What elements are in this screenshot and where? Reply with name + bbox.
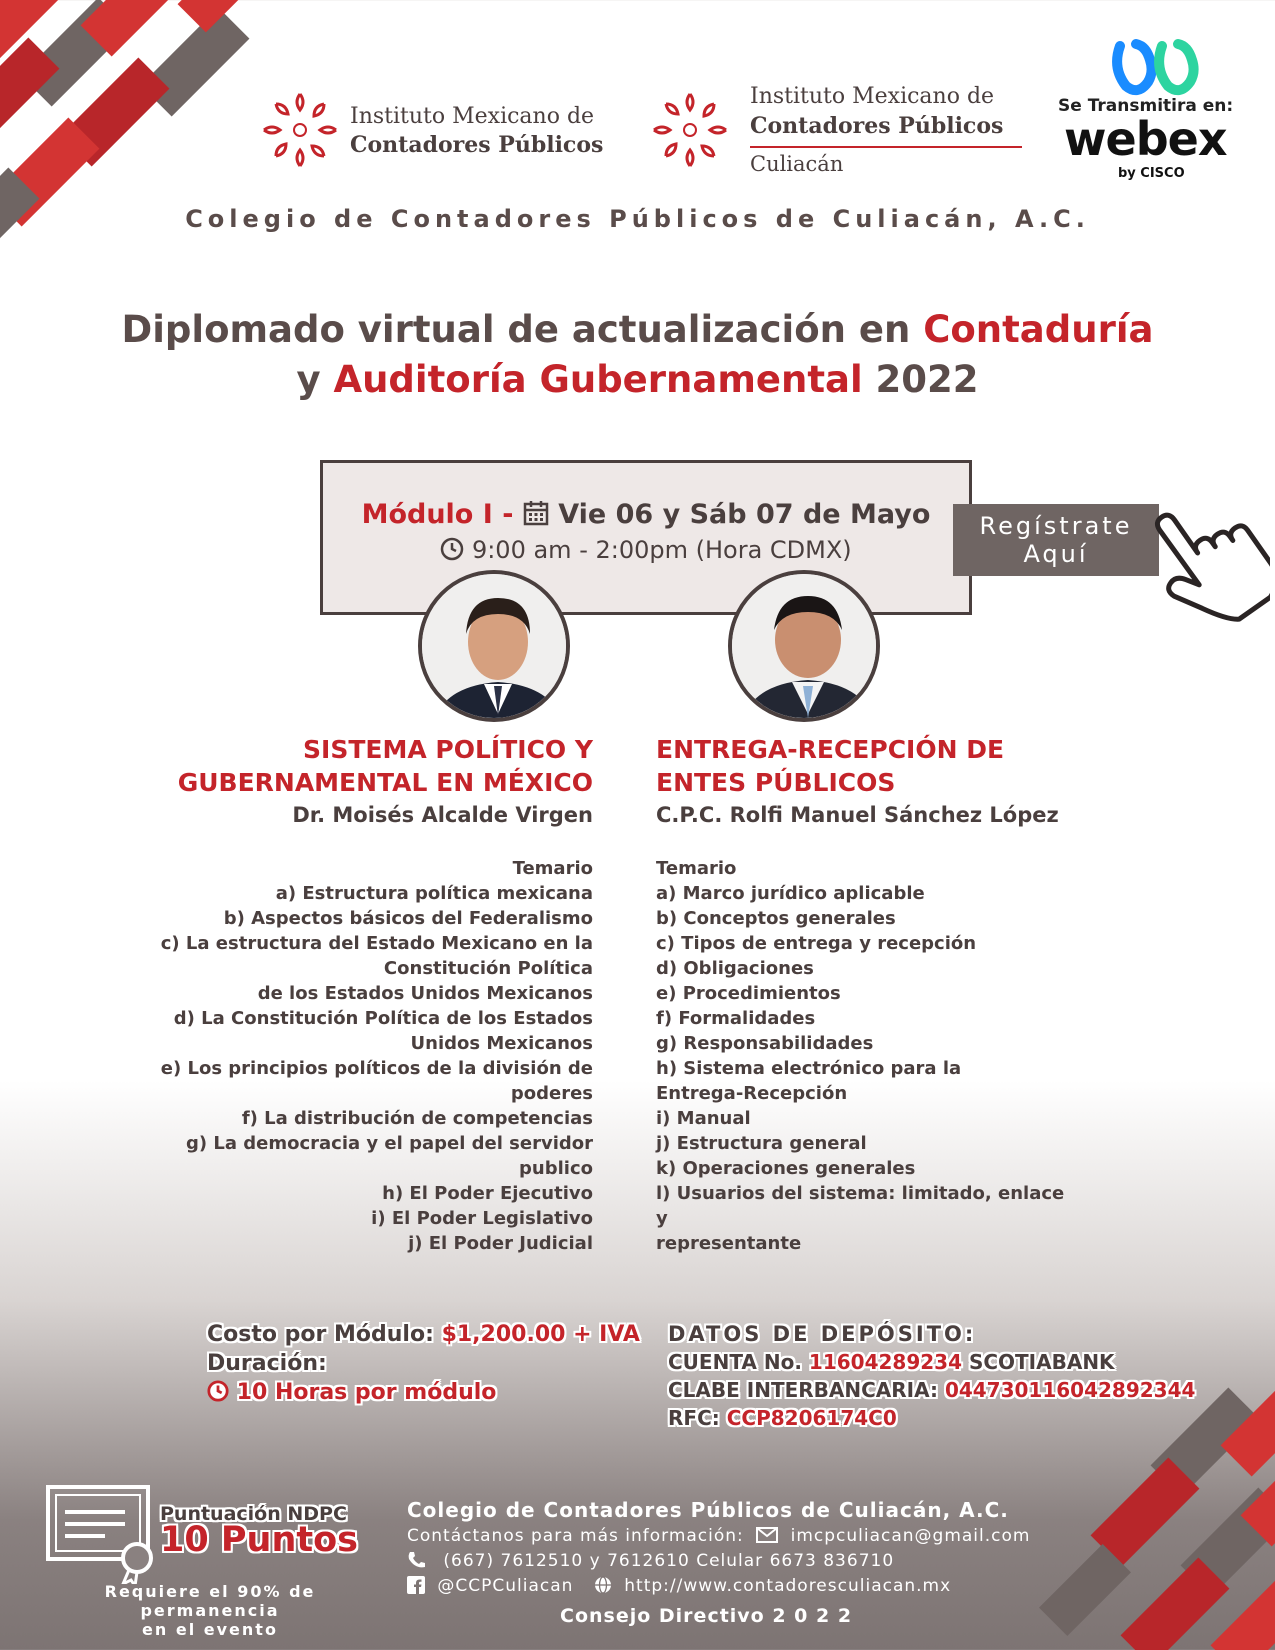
footer-facebook[interactable]: @CCPCuliacan [437,1576,574,1596]
imcp-name-line1: Instituto Mexicano de [350,104,595,129]
right-temario-list [656,856,1076,1256]
right-topic-title [656,733,1076,799]
temario-item: h) Sistema electrónico para la [656,1058,962,1079]
imcp-culiacan-flower-icon [648,88,732,172]
duration-label: Duración: [207,1351,327,1376]
register-button[interactable] [953,504,1159,576]
temario-item: representante [656,1233,802,1254]
title-part5: 2022 [862,358,979,401]
email-icon [756,1527,778,1543]
register-line2: Aquí [1023,540,1089,568]
temario-item: Unidos Mexicanos [410,1033,593,1054]
speaker-photo-right [728,570,880,722]
register-line1: Regístrate [979,512,1133,540]
temario-item: a) Estructura política mexicana [275,883,593,904]
college-name: Colegio de Contadores Públicos de Culiacán, A.C. [185,205,1090,233]
temario-item: poderes [510,1083,593,1104]
logo-divider [750,146,1022,148]
globe-icon [594,1576,612,1594]
cost-label: Costo por Módulo: [207,1322,434,1347]
calendar-icon [523,500,549,526]
webex-icon [1110,38,1200,96]
deposit-title: DATOS DE DEPÓSITO: [668,1322,977,1346]
temario-item: h) El Poder Ejecutivo [382,1183,593,1204]
temario-item: g) Responsabilidades [656,1033,874,1054]
right-topic-line1: ENTREGA-RECEPCIÓN DE [656,735,1005,764]
left-speaker-name: Dr. Moisés Alcalde Virgen [292,803,593,827]
temario-item: f) La distribución de competencias [241,1108,593,1129]
phone-icon [407,1551,425,1569]
temario-item: i) Manual [656,1108,751,1129]
temario-item: d) La Constitución Política de los Estados [173,1008,593,1029]
imcp-name-line2: Contadores Públicos [350,132,604,158]
webex-by-cisco: by CISCO [1118,166,1185,181]
ndpc-note-line2: en el evento [142,1620,278,1639]
speaker-portrait-right-icon [732,574,880,722]
temario-item: b) Aspectos básicos del Federalismo [223,908,593,929]
footer-social-row [407,1576,951,1596]
temario-item: Entrega-Recepción [656,1083,848,1104]
footer-phone-row [407,1551,894,1571]
title-part3: y [296,358,334,401]
rfc-label: RFC: [668,1406,720,1430]
temario-item: c) La estructura del Estado Mexicano en la [160,933,593,954]
module-dates: Vie 06 y Sáb 07 de Mayo [558,499,931,530]
left-topic-title [140,733,593,799]
rfc-value: CCP8206174C0 [726,1406,897,1430]
cost-value: $1,200.00 + IVA [441,1322,640,1347]
duration-value: 10 Horas por módulo [236,1380,497,1405]
title-part1: Diplomado virtual de actualización en [121,308,924,351]
right-topic-line2: ENTES PÚBLICOS [656,768,896,797]
ndpc-points: 10 Puntos [160,1520,358,1560]
footer-website[interactable]: http://www.contadoresculiacan.mx [624,1576,952,1596]
temario-item: e) Procedimientos [656,983,841,1004]
facebook-icon [407,1576,425,1594]
ndpc-label: Puntuación NDPC [160,1503,347,1525]
temario-item: g) La democracia y el papel del servidor [186,1133,593,1154]
clabe-label: CLABE INTERBANCARIA: [668,1378,938,1402]
module-schedule [323,499,969,530]
footer-email[interactable]: imcpculiacan@gmail.com [790,1526,1031,1546]
temario-item: i) El Poder Legislativo [371,1208,593,1229]
footer-contact-row [407,1526,1030,1546]
temario-item: Temario [512,858,593,879]
right-speaker-name: C.P.C. Rolfi Manuel Sánchez López [656,803,1059,827]
temario-item: e) Los principios políticos de la división de [160,1058,593,1079]
footer-college: Colegio de Contadores Públicos de Culiacán, A.C. [407,1498,1009,1522]
ndpc-note [40,1582,380,1639]
left-topic-line1: SISTEMA POLÍTICO Y [303,735,593,764]
temario-item: k) Operaciones generales [656,1158,916,1179]
pointer-hand-icon [1145,490,1270,630]
temario-item: Constitución Política [383,958,593,979]
temario-item: j) Estructura general [656,1133,867,1154]
imcp-culiacan-line3: Culiacán [750,152,844,176]
temario-item: Temario [656,858,737,879]
cuenta-value: 11604289234 [808,1350,962,1374]
module-time-row [323,536,969,564]
cost-block [207,1320,640,1407]
imcp-flower-icon [258,88,342,172]
module-label: Módulo I - [361,499,514,530]
temario-item: publico [519,1158,593,1179]
certificate-icon [45,1484,160,1584]
page-title [0,305,1275,405]
left-temario-list [140,856,593,1256]
cuenta-bank: SCOTIABANK [968,1350,1115,1374]
deposit-block [668,1320,1195,1432]
webex-brand: webex [1064,112,1227,166]
temario-item: j) El Poder Judicial [408,1233,593,1254]
module-info-box [320,460,972,615]
temario-item: l) Usuarios del sistema: limitado, enlace y [656,1183,1065,1229]
ndpc-note-line1: Requiere el 90% de permanencia [104,1582,316,1620]
webex-transmit-label: Se Transmitira en: [1058,96,1234,116]
duration-row [207,1378,640,1407]
temario-item: a) Marco jurídico aplicable [656,883,925,904]
temario-item: b) Conceptos generales [656,908,896,929]
temario-item: de los Estados Unidos Mexicanos [257,983,593,1004]
left-topic-line2: GUBERNAMENTAL EN MÉXICO [177,768,593,797]
footer-contact-label: Contáctanos para más información: [407,1526,744,1546]
temario-item: f) Formalidades [656,1008,816,1029]
footer-phones: (667) 7612510 y 7612610 Celular 6673 836710 [443,1551,895,1571]
temario-item: d) Obligaciones [656,958,814,979]
title-part4: Auditoría Gubernamental [333,358,863,401]
imcp-culiacan-line1: Instituto Mexicano de [750,84,995,109]
speaker-portrait-left-icon [422,574,570,722]
speaker-photo-left [418,570,570,722]
footer-council: Consejo Directivo 2 0 2 2 [560,1605,853,1627]
title-part2: Contaduría [923,308,1154,351]
temario-item: c) Tipos de entrega y recepción [656,933,977,954]
cuenta-label: CUENTA No. [668,1350,802,1374]
clabe-value: 044730116042892344 [944,1378,1196,1402]
duration-clock-icon [207,1380,229,1402]
module-time: 9:00 am - 2:00pm (Hora CDMX) [471,536,852,564]
imcp-culiacan-line2: Contadores Públicos [750,113,1004,139]
clock-icon [440,537,464,561]
